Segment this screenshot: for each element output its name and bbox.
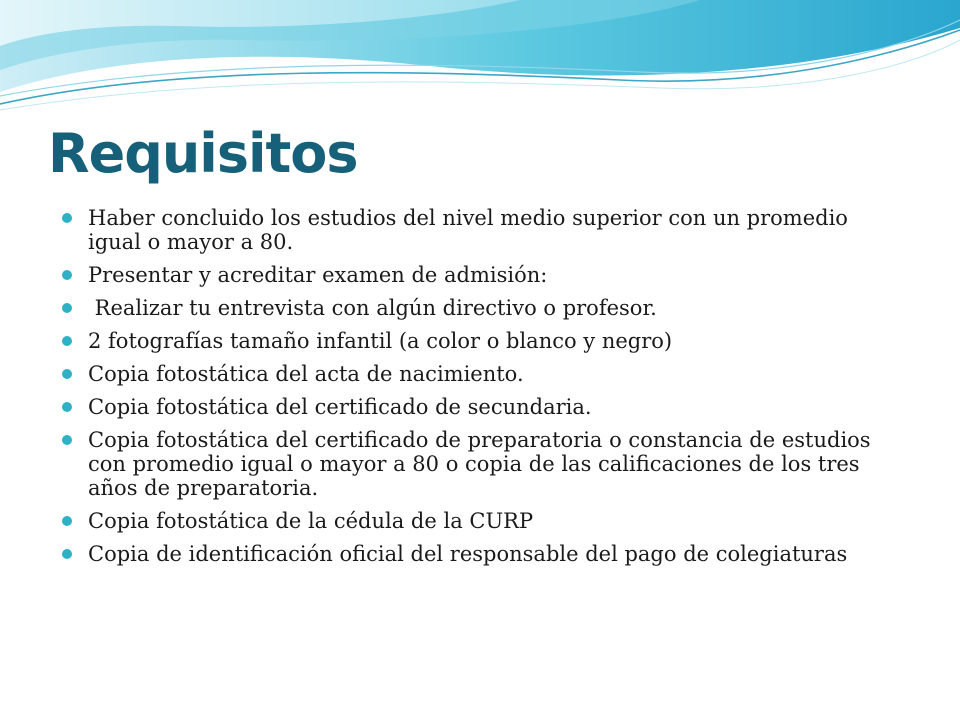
bullet-dot-icon	[62, 435, 72, 445]
list-item	[62, 428, 902, 500]
list-item	[62, 362, 902, 386]
requirements-list	[62, 206, 902, 575]
bullet-dot-icon	[62, 303, 72, 313]
list-item-text: Copia fotostática de la cédula de la CURP	[88, 509, 534, 533]
bullet-dot-icon	[62, 270, 72, 280]
list-item	[62, 509, 902, 533]
list-item-text: Copia de identificación oficial del responsable del pago de colegiaturas	[88, 542, 848, 566]
list-item-text: Presentar y acreditar examen de admisión:	[88, 263, 548, 287]
list-item	[62, 329, 902, 353]
bullet-dot-icon	[62, 213, 72, 223]
list-item	[62, 263, 902, 287]
list-item	[62, 206, 902, 254]
bullet-dot-icon	[62, 369, 72, 379]
bullet-dot-icon	[62, 516, 72, 526]
list-item-text: Haber concluido los estudios del nivel medio superior con un promedio igual o mayor a 80.	[88, 206, 848, 254]
list-item	[62, 395, 902, 419]
bullet-dot-icon	[62, 336, 72, 346]
bullet-dot-icon	[62, 549, 72, 559]
list-item	[62, 296, 902, 320]
slide-title: Requisitos	[48, 122, 358, 185]
bullet-dot-icon	[62, 402, 72, 412]
list-item-text: 2 fotografías tamaño infantil (a color o blanco y negro)	[88, 329, 673, 353]
list-item-text: Copia fotostática del acta de nacimiento.	[88, 362, 524, 386]
list-item-text: Copia fotostática del certificado de secundaria.	[88, 395, 592, 419]
list-item-text: Copia fotostática del certificado de preparatoria o constancia de estudios con promedio igual o mayor a 80 o copia de las calificaciones de los tres años de preparatoria.	[88, 428, 871, 500]
header-wave-decoration	[0, 0, 960, 130]
list-item	[62, 542, 902, 566]
list-item-text: Realizar tu entrevista con algún directivo o profesor.	[88, 296, 657, 320]
